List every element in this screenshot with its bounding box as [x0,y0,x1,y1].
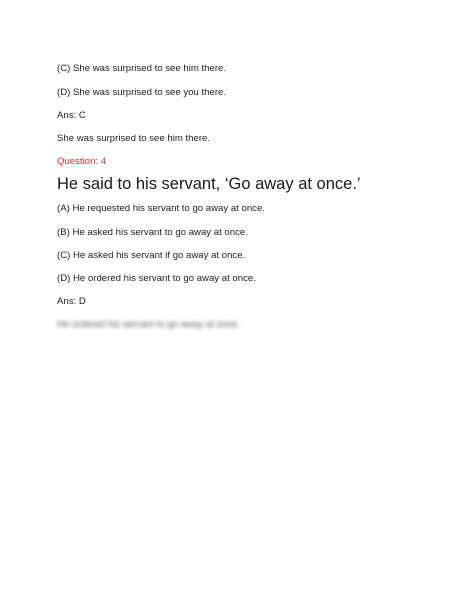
option-a: (A) He requested his servant to go away at once. [57,203,265,214]
blurred-explanation: He ordered his servant to go away at once. [57,319,240,330]
prev-option-d: (D) She was surprised to see you there. [57,87,227,98]
option-d: (D) He ordered his servant to go away at once. [57,273,256,284]
question-label: Question: 4 [57,156,107,167]
option-b: (B) He asked his servant to go away at once. [57,227,248,238]
question-text: He said to his servant, ‘Go away at once.’ [57,175,361,193]
prev-explanation: She was surprised to see him there. [57,133,211,144]
answer: Ans: D [57,296,86,307]
prev-option-c: (C) She was surprised to see him there. [57,63,227,74]
option-c: (C) He asked his servant if go away at once. [57,250,246,261]
prev-answer: Ans: C [57,110,86,121]
